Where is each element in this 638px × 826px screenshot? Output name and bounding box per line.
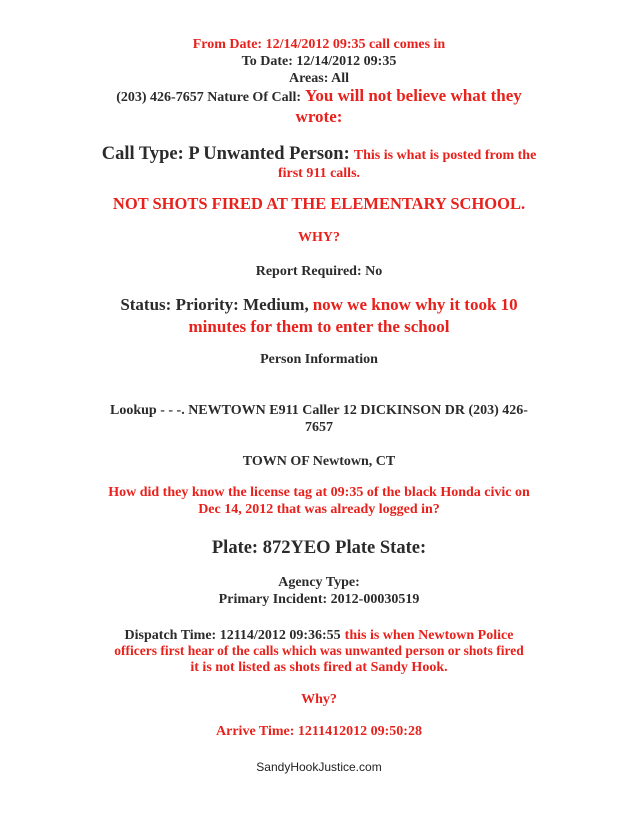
report-required: Report Required: No	[255, 264, 383, 279]
lookup-line-continued: 7657	[305, 420, 333, 435]
agency-type: Agency Type:	[278, 575, 360, 590]
status-comment-continued: minutes for them to enter the school	[188, 317, 450, 336]
nature-comment: You will not believe what they	[305, 86, 522, 105]
call-type-comment: This is what is posted from the	[353, 148, 537, 163]
dispatch-line	[0, 626, 638, 644]
nature-comment-continued: wrote:	[295, 107, 343, 126]
license-question-continued: Dec 14, 2012 that was already logged in?	[198, 502, 440, 517]
person-information-heading: Person Information	[260, 352, 378, 367]
why-question-2: Why?	[301, 692, 337, 707]
not-shots-fired: NOT SHOTS FIRED AT THE ELEMENTARY SCHOOL.	[112, 194, 526, 213]
to-date: To Date: 12/14/2012 09:35	[241, 54, 397, 69]
call-type-line	[0, 144, 638, 165]
call-type-label: Call Type: P Unwanted Person:	[101, 144, 350, 164]
lookup-line: Lookup - - -. NEWTOWN E911 Caller 12 DICKINSON DR (203) 426-	[110, 403, 528, 418]
footer-website: SandyHookJustice.com	[256, 760, 382, 774]
from-date: From Date: 12/14/2012 09:35 call comes in	[192, 37, 446, 52]
arrive-time: Arrive Time: 1211412012 09:50:28	[216, 724, 422, 739]
license-question: How did they know the license tag at 09:35 of the black Honda civic on	[108, 485, 530, 500]
status-label: Status: Priority: Medium,	[120, 295, 309, 314]
dispatch-comment-continued: officers first hear of the calls which was unwanted person or shots fired	[114, 643, 524, 658]
phone-nature-label: (203) 426-7657 Nature Of Call:	[116, 90, 302, 105]
plate: Plate: 872YEO Plate State:	[211, 538, 427, 558]
primary-incident: Primary Incident: 2012-00030519	[218, 592, 420, 607]
call-type-comment-continued: first 911 calls.	[277, 166, 361, 181]
dispatch-comment: this is when Newtown Police	[344, 628, 514, 643]
dispatch-comment-final: it is not listed as shots fired at Sandy Hook.	[190, 660, 448, 675]
town: TOWN OF Newtown, CT	[242, 454, 396, 469]
areas: Areas: All	[288, 71, 349, 86]
status-line	[0, 295, 638, 315]
status-comment: now we know why it took 10	[312, 295, 518, 314]
nature-of-call-line	[0, 86, 638, 106]
why-question-1: WHY?	[298, 230, 340, 245]
dispatch-label: Dispatch Time: 12114/2012 09:36:55	[124, 628, 341, 643]
